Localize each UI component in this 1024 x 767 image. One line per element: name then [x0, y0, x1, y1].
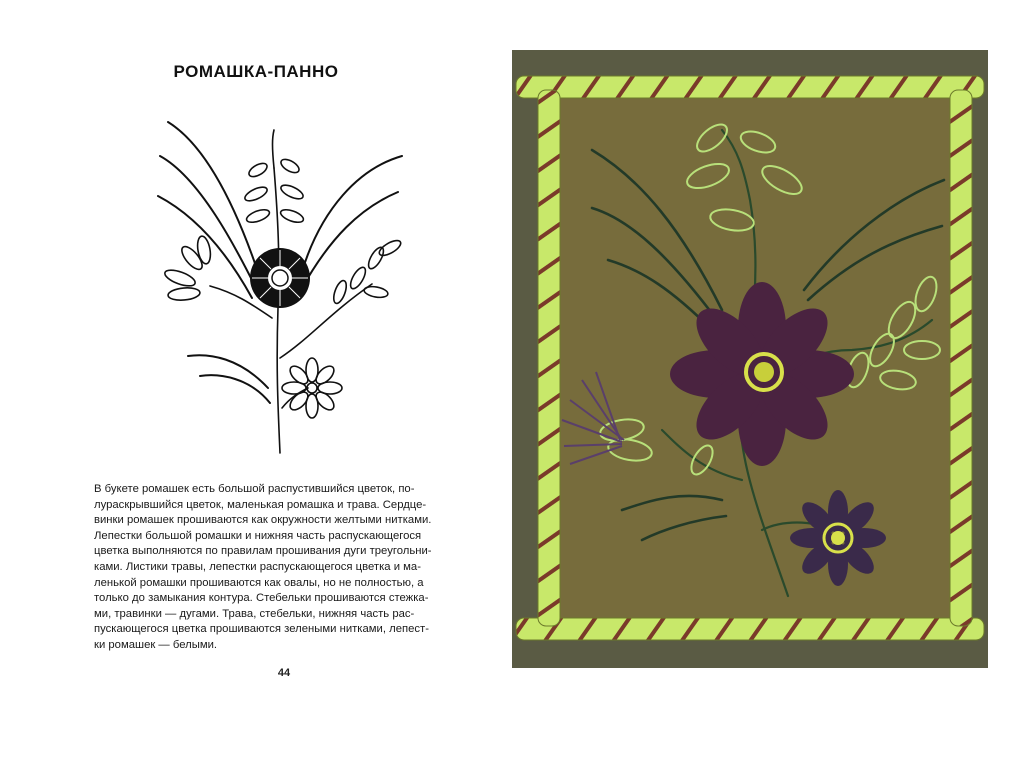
embroidery-photo [512, 50, 988, 668]
page-number: 44 [277, 667, 291, 679]
text-line: В букете ромашек есть большой распустившийся цветок, по- [94, 483, 415, 495]
text-line: Лепестки большой ромашки и нижняя часть распускающегося [94, 529, 422, 542]
text-line: ленькой ромашки прошиваются как овалы, но не полностью, а [94, 576, 424, 589]
text-line: ми, травинки — дугами. Трава, стебельки, нижняя часть рас- [94, 607, 415, 620]
text-line: ки ромашек — белыми. [94, 638, 218, 651]
text-line: ками. Листики травы, лепестки распускающегося цветка и ма- [94, 560, 421, 573]
text-line: лураскрывшийся цветок, маленькая ромашка и трава. Сердце- [94, 498, 427, 511]
page-title: РОМАШКА-ПАННО [173, 62, 339, 81]
description-text [94, 482, 492, 654]
text-line: пускающегося цветка прошиваются зелеными нитками, лепест- [94, 623, 429, 636]
text-line: цветка выполняются по правилам прошивания дуги треугольни- [94, 545, 432, 558]
text-line: только до замыкания контура. Стебельки прошиваются стежка- [94, 592, 429, 605]
text-line: винки ромашек прошиваются как окружности желтыми нитками. [94, 514, 432, 527]
flower-diagram [140, 108, 430, 468]
